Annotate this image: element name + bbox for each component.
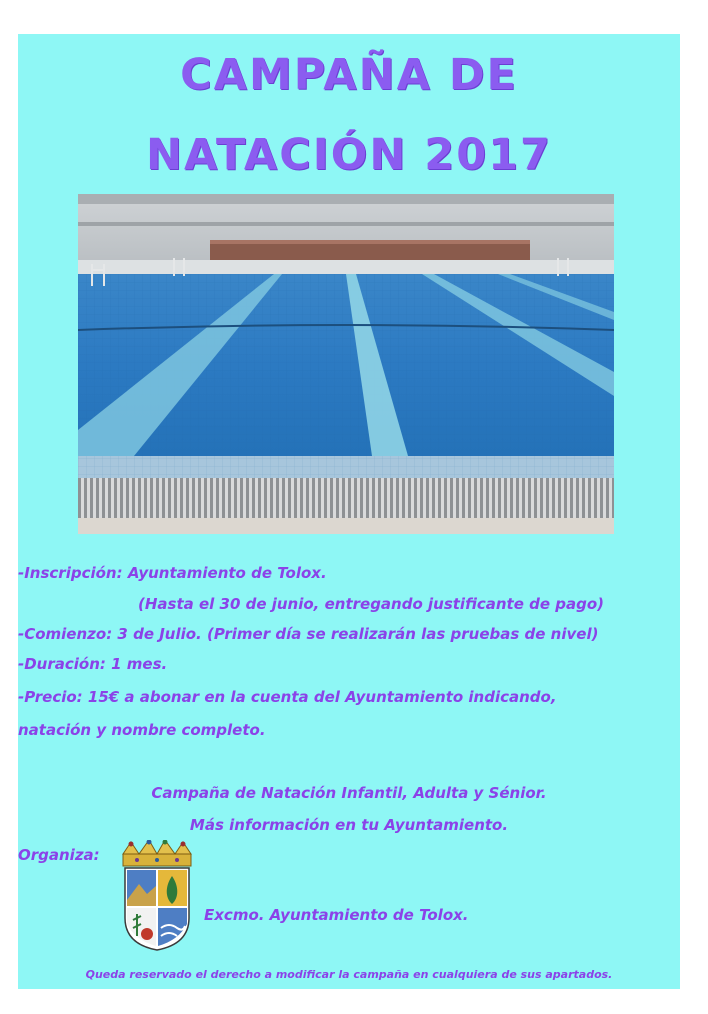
disclaimer-footer: Queda reservado el derecho a modificar la campaña en cualquiera de sus apartados.: [85, 968, 613, 981]
inscripcion-deadline-note: (Hasta el 30 de junio, entregando justificante de pago): [138, 595, 605, 613]
organizer-name: Excmo. Ayuntamiento de Tolox.: [204, 906, 469, 924]
duracion-line: -Duración: 1 mes.: [18, 655, 168, 673]
swimming-pool-photo: [78, 194, 614, 534]
poster-title-line-2: NATACIÓN 2017: [146, 130, 552, 180]
more-info-line: Más información en tu Ayuntamiento.: [189, 816, 509, 834]
poster: [18, 34, 680, 989]
precio-line: -Precio: 15€ a abonar en la cuenta del Ayuntamiento indicando,: [18, 688, 557, 706]
organiza-label: Organiza:: [18, 846, 100, 864]
tolox-coat-of-arms-icon: [117, 840, 197, 952]
poster-title-line-1: CAMPAÑA DE: [180, 50, 518, 100]
precio-continuation: natación y nombre completo.: [18, 721, 266, 739]
campaign-groups-line: Campaña de Natación Infantil, Adulta y Sénior.: [151, 784, 547, 802]
inscripcion-line: -Inscripción: Ayuntamiento de Tolox.: [18, 564, 327, 582]
comienzo-line: -Comienzo: 3 de Julio. (Primer día se realizarán las pruebas de nivel): [18, 625, 599, 643]
